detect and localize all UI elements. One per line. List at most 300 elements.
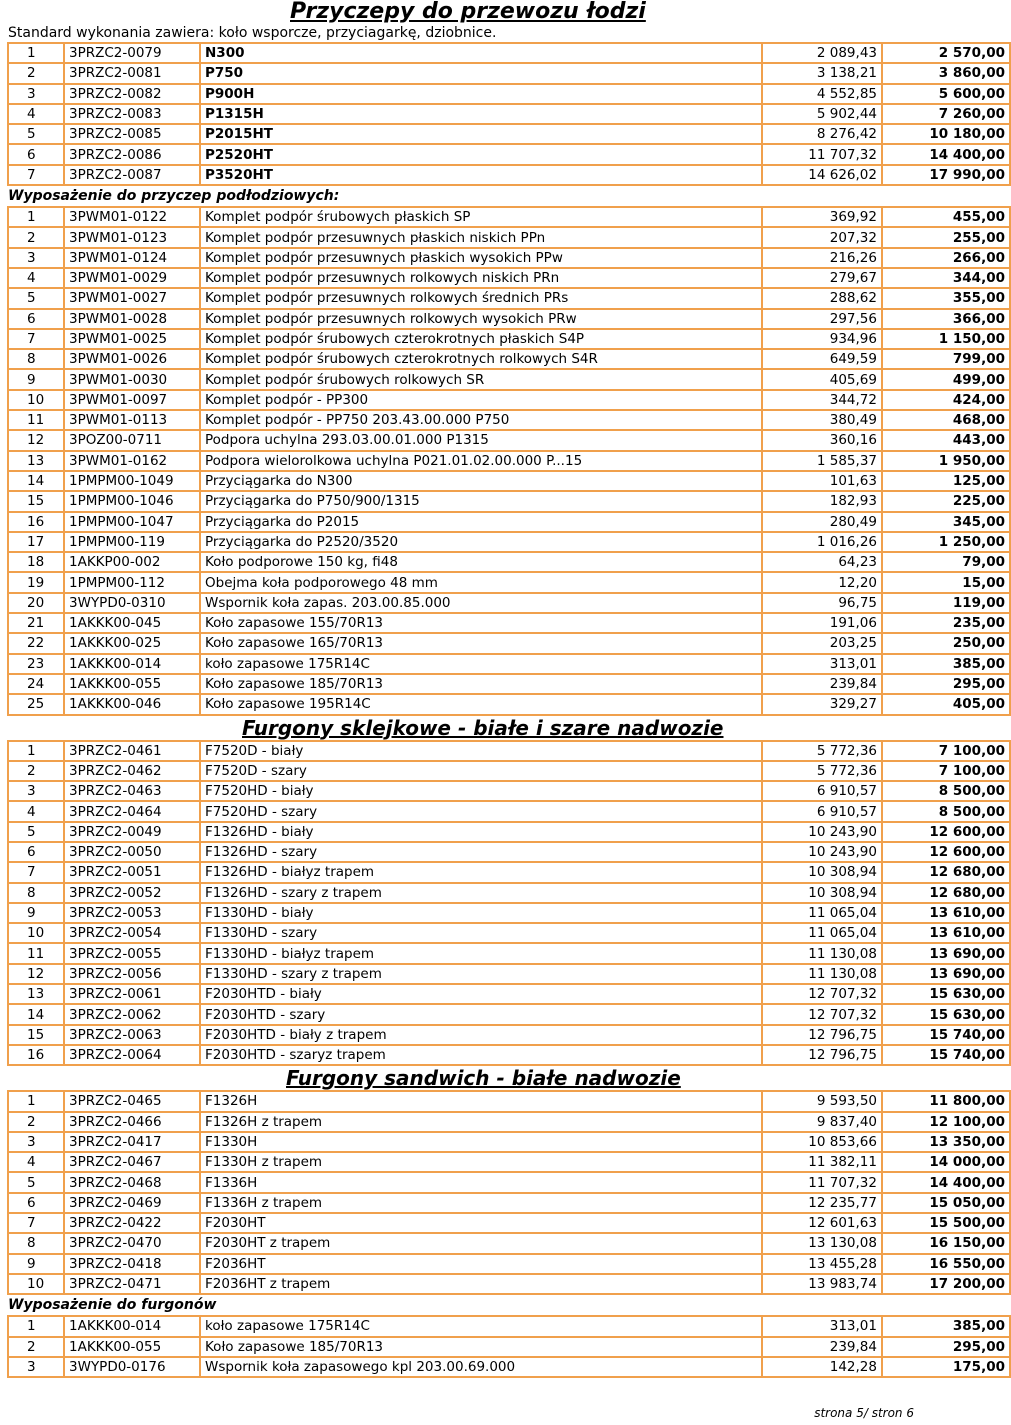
net-price: 369,92 — [762, 207, 882, 227]
gross-price: 15 630,00 — [882, 1004, 1010, 1024]
product-description: F1330HD - szary — [200, 923, 762, 943]
product-description: Komplet podpór przesuwnych rolkowych niskich PRn — [200, 268, 762, 288]
row-number: 1 — [8, 43, 64, 63]
product-description: Podpora uchylna 293.03.00.01.000 P1315 — [200, 430, 762, 450]
table-row — [8, 1172, 1010, 1192]
gross-price: 499,00 — [882, 369, 1010, 389]
product-description: Komplet podpór przesuwnych rolkowych wysokich PRw — [200, 309, 762, 329]
net-price: 14 626,02 — [762, 165, 882, 185]
gross-price: 13 610,00 — [882, 903, 1010, 923]
net-price: 101,63 — [762, 471, 882, 491]
row-number: 5 — [8, 288, 64, 308]
product-description: Koło podporowe 150 kg, fi48 — [200, 552, 762, 572]
gross-price: 13 610,00 — [882, 923, 1010, 943]
row-number: 2 — [8, 1337, 64, 1357]
product-code: 1PMPM00-1046 — [64, 491, 200, 511]
row-number: 11 — [8, 943, 64, 963]
gross-price: 15 500,00 — [882, 1213, 1010, 1233]
net-price: 5 772,36 — [762, 761, 882, 781]
table-row — [8, 1233, 1010, 1253]
table-row — [8, 329, 1010, 349]
table-row — [8, 943, 1010, 963]
product-description: Przyciągarka do P2015 — [200, 512, 762, 532]
table-row — [8, 1025, 1010, 1045]
table-row — [8, 862, 1010, 882]
gross-price: 5 600,00 — [882, 84, 1010, 104]
row-number: 8 — [8, 349, 64, 369]
product-description: F1326H — [200, 1091, 762, 1111]
net-price: 313,01 — [762, 1316, 882, 1336]
table-row — [8, 1132, 1010, 1152]
net-price: 11 130,08 — [762, 943, 882, 963]
product-code: 3PRZC2-0466 — [64, 1112, 200, 1132]
table-row — [8, 1112, 1010, 1132]
gross-price: 2 570,00 — [882, 43, 1010, 63]
product-code: 3PRZC2-0462 — [64, 761, 200, 781]
sandwich-vans-heading: Furgony sandwich - białe nadwozie — [286, 1066, 681, 1091]
plywood-vans-table — [7, 740, 1011, 1067]
row-number: 5 — [8, 124, 64, 144]
row-number: 3 — [8, 84, 64, 104]
boat-equipment-table — [7, 206, 1011, 715]
product-code: 1AKKK00-014 — [64, 654, 200, 674]
product-code: 1AKKP00-002 — [64, 552, 200, 572]
net-price: 3 138,21 — [762, 63, 882, 83]
product-code: 1AKKK00-014 — [64, 1316, 200, 1336]
product-code: 1AKKK00-025 — [64, 633, 200, 653]
gross-price: 15,00 — [882, 572, 1010, 592]
product-code: 3PRZC2-0468 — [64, 1172, 200, 1192]
gross-price: 266,00 — [882, 248, 1010, 268]
gross-price: 799,00 — [882, 349, 1010, 369]
product-code: 3PRZC2-0463 — [64, 781, 200, 801]
net-price: 182,93 — [762, 491, 882, 511]
table-row — [8, 1337, 1010, 1357]
product-code: 3PRZC2-0465 — [64, 1091, 200, 1111]
net-price: 207,32 — [762, 227, 882, 247]
product-code: 3PRZC2-0049 — [64, 822, 200, 842]
row-number: 7 — [8, 862, 64, 882]
gross-price: 7 100,00 — [882, 741, 1010, 761]
sandwich-vans-table — [7, 1090, 1011, 1295]
product-code: 3PWM01-0097 — [64, 390, 200, 410]
row-number: 19 — [8, 572, 64, 592]
product-description: Koło zapasowe 185/70R13 — [200, 674, 762, 694]
net-price: 13 455,28 — [762, 1254, 882, 1274]
table-row — [8, 923, 1010, 943]
row-number: 8 — [8, 1233, 64, 1253]
product-description: F2030HT — [200, 1213, 762, 1233]
product-code: 1PMPM00-1049 — [64, 471, 200, 491]
table-row — [8, 674, 1010, 694]
product-code: 3PRZC2-0052 — [64, 883, 200, 903]
product-code: 3WYPD0-0310 — [64, 593, 200, 613]
gross-price: 10 180,00 — [882, 124, 1010, 144]
product-code: 3PRZC2-0050 — [64, 842, 200, 862]
gross-price: 13 350,00 — [882, 1132, 1010, 1152]
net-price: 10 853,66 — [762, 1132, 882, 1152]
table-row — [8, 1254, 1010, 1274]
boat-equipment-heading: Wyposażenie do przyczep podłodziowych: — [8, 188, 340, 205]
row-number: 9 — [8, 1254, 64, 1274]
product-description: F7520HD - biały — [200, 781, 762, 801]
net-price: 12 796,75 — [762, 1025, 882, 1045]
net-price: 288,62 — [762, 288, 882, 308]
product-description: F1330H z trapem — [200, 1152, 762, 1172]
product-code: 3PRZC2-0064 — [64, 1045, 200, 1065]
table-row — [8, 532, 1010, 552]
net-price: 216,26 — [762, 248, 882, 268]
net-price: 1 016,26 — [762, 532, 882, 552]
table-row — [8, 349, 1010, 369]
product-code: 3PWM01-0124 — [64, 248, 200, 268]
product-code: 3PRZC2-0417 — [64, 1132, 200, 1152]
gross-price: 17 200,00 — [882, 1274, 1010, 1294]
row-number: 23 — [8, 654, 64, 674]
net-price: 6 910,57 — [762, 781, 882, 801]
gross-price: 1 150,00 — [882, 329, 1010, 349]
net-price: 405,69 — [762, 369, 882, 389]
product-description: Komplet podpór śrubowych czterokrotnych rolkowych S4R — [200, 349, 762, 369]
gross-price: 17 990,00 — [882, 165, 1010, 185]
gross-price: 79,00 — [882, 552, 1010, 572]
product-description: F1330H — [200, 1132, 762, 1152]
net-price: 12 796,75 — [762, 1045, 882, 1065]
net-price: 191,06 — [762, 613, 882, 633]
product-code: 1PMPM00-112 — [64, 572, 200, 592]
gross-price: 14 000,00 — [882, 1152, 1010, 1172]
page-footer: strona 5/ stron 6 — [814, 1406, 914, 1420]
product-description: F2036HT z trapem — [200, 1274, 762, 1294]
row-number: 22 — [8, 633, 64, 653]
table-row — [8, 144, 1010, 164]
table-row — [8, 883, 1010, 903]
row-number: 20 — [8, 593, 64, 613]
row-number: 10 — [8, 923, 64, 943]
gross-price: 12 680,00 — [882, 883, 1010, 903]
product-code: 3PRZC2-0056 — [64, 964, 200, 984]
table-row — [8, 633, 1010, 653]
product-description: Przyciągarka do N300 — [200, 471, 762, 491]
table-row — [8, 471, 1010, 491]
table-row — [8, 822, 1010, 842]
gross-price: 15 740,00 — [882, 1025, 1010, 1045]
row-number: 4 — [8, 268, 64, 288]
product-description: F1330HD - biały — [200, 903, 762, 923]
table-row — [8, 842, 1010, 862]
product-description: Komplet podpór przesuwnych płaskich wysokich PPw — [200, 248, 762, 268]
net-price: 11 707,32 — [762, 144, 882, 164]
product-description: Koło zapasowe 155/70R13 — [200, 613, 762, 633]
table-row — [8, 104, 1010, 124]
row-number: 5 — [8, 822, 64, 842]
plywood-vans-heading: Furgony sklejkowe - białe i szare nadwozie — [242, 715, 724, 740]
row-number: 1 — [8, 1091, 64, 1111]
gross-price: 8 500,00 — [882, 801, 1010, 821]
product-code: 3PRZC2-0464 — [64, 801, 200, 821]
gross-price: 13 690,00 — [882, 943, 1010, 963]
product-description: P1315H — [200, 104, 762, 124]
net-price: 313,01 — [762, 654, 882, 674]
table-row — [8, 552, 1010, 572]
table-row — [8, 309, 1010, 329]
product-code: 1PMPM00-119 — [64, 532, 200, 552]
net-price: 934,96 — [762, 329, 882, 349]
row-number: 3 — [8, 1357, 64, 1377]
product-description: Komplet podpór śrubowych rolkowych SR — [200, 369, 762, 389]
gross-price: 355,00 — [882, 288, 1010, 308]
product-code: 1AKKK00-055 — [64, 674, 200, 694]
table-row — [8, 451, 1010, 471]
net-price: 10 243,90 — [762, 842, 882, 862]
net-price: 360,16 — [762, 430, 882, 450]
gross-price: 250,00 — [882, 633, 1010, 653]
row-number: 13 — [8, 451, 64, 471]
product-code: 3WYPD0-0176 — [64, 1357, 200, 1377]
net-price: 12 601,63 — [762, 1213, 882, 1233]
row-number: 11 — [8, 410, 64, 430]
gross-price: 125,00 — [882, 471, 1010, 491]
product-code: 3PWM01-0025 — [64, 329, 200, 349]
gross-price: 15 050,00 — [882, 1193, 1010, 1213]
net-price: 96,75 — [762, 593, 882, 613]
net-price: 649,59 — [762, 349, 882, 369]
product-code: 3POZ00-0711 — [64, 430, 200, 450]
row-number: 16 — [8, 512, 64, 532]
product-description: Komplet podpór śrubowych czterokrotnych płaskich S4P — [200, 329, 762, 349]
product-description: F2030HTD - szary — [200, 1004, 762, 1024]
net-price: 11 065,04 — [762, 923, 882, 943]
gross-price: 1 250,00 — [882, 532, 1010, 552]
product-code: 3PRZC2-0062 — [64, 1004, 200, 1024]
gross-price: 14 400,00 — [882, 144, 1010, 164]
product-code: 3PRZC2-0418 — [64, 1254, 200, 1274]
net-price: 279,67 — [762, 268, 882, 288]
row-number: 10 — [8, 1274, 64, 1294]
net-price: 380,49 — [762, 410, 882, 430]
product-code: 3PRZC2-0467 — [64, 1152, 200, 1172]
net-price: 11 065,04 — [762, 903, 882, 923]
product-code: 3PWM01-0123 — [64, 227, 200, 247]
table-row — [8, 369, 1010, 389]
table-row — [8, 1091, 1010, 1111]
gross-price: 15 740,00 — [882, 1045, 1010, 1065]
row-number: 5 — [8, 1172, 64, 1192]
gross-price: 295,00 — [882, 674, 1010, 694]
table-row — [8, 984, 1010, 1004]
table-row — [8, 1316, 1010, 1336]
row-number: 2 — [8, 227, 64, 247]
gross-price: 12 600,00 — [882, 822, 1010, 842]
gross-price: 8 500,00 — [882, 781, 1010, 801]
product-code: 3PRZC2-0461 — [64, 741, 200, 761]
table-row — [8, 1045, 1010, 1065]
row-number: 25 — [8, 694, 64, 714]
row-number: 7 — [8, 165, 64, 185]
product-code: 3PRZC2-0063 — [64, 1025, 200, 1045]
product-code: 3PRZC2-0087 — [64, 165, 200, 185]
net-price: 9 837,40 — [762, 1112, 882, 1132]
table-row — [8, 1213, 1010, 1233]
gross-price: 385,00 — [882, 1316, 1010, 1336]
row-number: 15 — [8, 1025, 64, 1045]
product-description: P2015HT — [200, 124, 762, 144]
net-price: 13 983,74 — [762, 1274, 882, 1294]
row-number: 3 — [8, 1132, 64, 1152]
product-description: P750 — [200, 63, 762, 83]
net-price: 11 707,32 — [762, 1172, 882, 1192]
product-description: koło zapasowe 175R14C — [200, 654, 762, 674]
product-code: 1PMPM00-1047 — [64, 512, 200, 532]
row-number: 10 — [8, 390, 64, 410]
net-price: 12 707,32 — [762, 984, 882, 1004]
product-code: 3PRZC2-0086 — [64, 144, 200, 164]
net-price: 2 089,43 — [762, 43, 882, 63]
gross-price: 7 100,00 — [882, 761, 1010, 781]
net-price: 5 772,36 — [762, 741, 882, 761]
product-code: 3PWM01-0162 — [64, 451, 200, 471]
table-row — [8, 801, 1010, 821]
row-number: 18 — [8, 552, 64, 572]
gross-price: 385,00 — [882, 654, 1010, 674]
row-number: 2 — [8, 1112, 64, 1132]
standard-note: Standard wykonania zawiera: koło wsporcze, przyciagarkę, dziobnice. — [8, 25, 497, 41]
gross-price: 12 680,00 — [882, 862, 1010, 882]
table-row — [8, 593, 1010, 613]
product-description: F1336H z trapem — [200, 1193, 762, 1213]
gross-price: 119,00 — [882, 593, 1010, 613]
net-price: 344,72 — [762, 390, 882, 410]
net-price: 239,84 — [762, 674, 882, 694]
product-description: P2520HT — [200, 144, 762, 164]
product-code: 3PRZC2-0470 — [64, 1233, 200, 1253]
product-description: Wspornik koła zapas. 203.00.85.000 — [200, 593, 762, 613]
product-code: 3PRZC2-0085 — [64, 124, 200, 144]
net-price: 9 593,50 — [762, 1091, 882, 1111]
boat-trailers-table — [7, 42, 1011, 186]
product-code: 3PWM01-0122 — [64, 207, 200, 227]
row-number: 1 — [8, 207, 64, 227]
product-description: F2030HT z trapem — [200, 1233, 762, 1253]
net-price: 12 235,77 — [762, 1193, 882, 1213]
row-number: 7 — [8, 1213, 64, 1233]
product-code: 3PWM01-0026 — [64, 349, 200, 369]
table-row — [8, 84, 1010, 104]
row-number: 9 — [8, 903, 64, 923]
row-number: 6 — [8, 144, 64, 164]
net-price: 1 585,37 — [762, 451, 882, 471]
net-price: 13 130,08 — [762, 1233, 882, 1253]
row-number: 6 — [8, 1193, 64, 1213]
product-code: 3PRZC2-0053 — [64, 903, 200, 923]
product-description: F7520HD - szary — [200, 801, 762, 821]
gross-price: 1 950,00 — [882, 451, 1010, 471]
table-row — [8, 268, 1010, 288]
table-row — [8, 1193, 1010, 1213]
table-row — [8, 654, 1010, 674]
product-description: F7520D - biały — [200, 741, 762, 761]
product-description: F2030HTD - biały — [200, 984, 762, 1004]
product-description: F1330HD - białyz trapem — [200, 943, 762, 963]
table-row — [8, 781, 1010, 801]
row-number: 14 — [8, 471, 64, 491]
product-code: 3PRZC2-0083 — [64, 104, 200, 124]
table-row — [8, 572, 1010, 592]
product-code: 3PRZC2-0081 — [64, 63, 200, 83]
gross-price: 15 630,00 — [882, 984, 1010, 1004]
van-equipment-heading: Wyposażenie do furgonów — [8, 1297, 217, 1314]
net-price: 11 382,11 — [762, 1152, 882, 1172]
gross-price: 235,00 — [882, 613, 1010, 633]
net-price: 10 308,94 — [762, 862, 882, 882]
table-row — [8, 248, 1010, 268]
net-price: 8 276,42 — [762, 124, 882, 144]
gross-price: 468,00 — [882, 410, 1010, 430]
table-row — [8, 903, 1010, 923]
product-description: Komplet podpór - PP750 203.43.00.000 P750 — [200, 410, 762, 430]
gross-price: 7 260,00 — [882, 104, 1010, 124]
row-number: 2 — [8, 63, 64, 83]
product-description: P3520HT — [200, 165, 762, 185]
row-number: 21 — [8, 613, 64, 633]
table-row — [8, 1357, 1010, 1377]
table-row — [8, 227, 1010, 247]
table-row — [8, 694, 1010, 714]
product-code: 3PRZC2-0061 — [64, 984, 200, 1004]
gross-price: 345,00 — [882, 512, 1010, 532]
table-row — [8, 390, 1010, 410]
table-row — [8, 63, 1010, 83]
net-price: 142,28 — [762, 1357, 882, 1377]
row-number: 15 — [8, 491, 64, 511]
row-number: 24 — [8, 674, 64, 694]
gross-price: 344,00 — [882, 268, 1010, 288]
table-row — [8, 288, 1010, 308]
table-row — [8, 741, 1010, 761]
net-price: 280,49 — [762, 512, 882, 532]
table-row — [8, 1152, 1010, 1172]
product-description: F1336H — [200, 1172, 762, 1192]
row-number: 16 — [8, 1045, 64, 1065]
van-equipment-table — [7, 1315, 1011, 1378]
table-row — [8, 491, 1010, 511]
table-row — [8, 512, 1010, 532]
gross-price: 13 690,00 — [882, 964, 1010, 984]
product-description: P900H — [200, 84, 762, 104]
product-description: F2030HTD - biały z trapem — [200, 1025, 762, 1045]
product-description: Koło zapasowe 165/70R13 — [200, 633, 762, 653]
gross-price: 424,00 — [882, 390, 1010, 410]
gross-price: 14 400,00 — [882, 1172, 1010, 1192]
product-code: 3PWM01-0028 — [64, 309, 200, 329]
row-number: 12 — [8, 430, 64, 450]
table-row — [8, 430, 1010, 450]
product-code: 1AKKK00-046 — [64, 694, 200, 714]
product-description: F1326HD - szary z trapem — [200, 883, 762, 903]
net-price: 239,84 — [762, 1337, 882, 1357]
product-code: 3PRZC2-0051 — [64, 862, 200, 882]
net-price: 297,56 — [762, 309, 882, 329]
gross-price: 443,00 — [882, 430, 1010, 450]
product-code: 3PWM01-0027 — [64, 288, 200, 308]
gross-price: 11 800,00 — [882, 1091, 1010, 1111]
table-row — [8, 1274, 1010, 1294]
row-number: 3 — [8, 781, 64, 801]
product-description: Komplet podpór przesuwnych rolkowych średnich PRs — [200, 288, 762, 308]
table-row — [8, 165, 1010, 185]
gross-price: 3 860,00 — [882, 63, 1010, 83]
product-description: Obejma koła podporowego 48 mm — [200, 572, 762, 592]
